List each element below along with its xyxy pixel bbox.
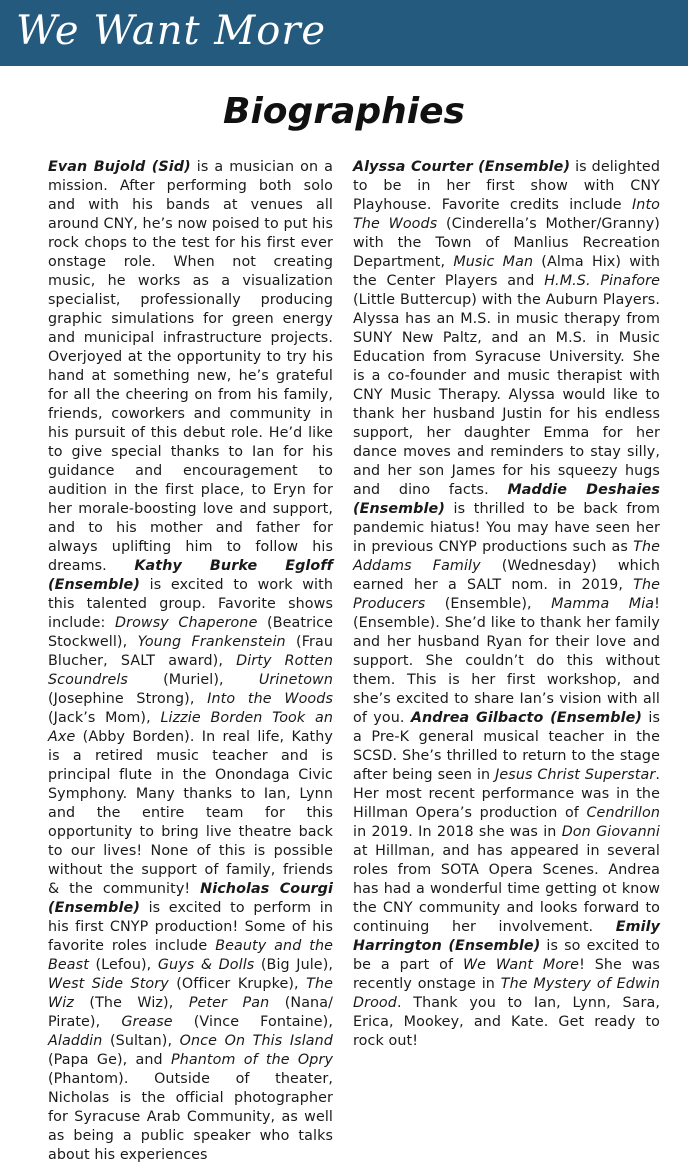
bio-text: (The Wiz), [73,995,189,1011]
bio-text: ! She was recently onstage in [353,957,660,992]
bio-text: is excited to perform in his first CNYP production! Some of his favorite roles include [48,900,333,954]
performer-name: Nicholas Courgi (Ensemble) [48,881,333,916]
performer-name: Evan Bujold (Sid) [48,159,191,175]
show-title: Phantom of the Opry [170,1052,334,1068]
show-title: The Addams Family [353,539,660,574]
show-title: H.M.S. Pinafore [544,273,660,289]
page-title: Biographies [223,91,465,132]
bio-text: is thrilled to be back from pandemic hiatus! You may have seen her in previous CNYP productions such as [353,501,660,555]
bio-text: (Abby Borden). In real life, Kathy is a retired music teacher and is principal flute in the Onondaga Civic Symphony. Many thanks to Ian, Lynn and the entire team for this opportunity to bring live theatre back to our lives! None of this is possible without the support of family, friends & the community! [48,729,333,897]
show-title: Into The Woods [353,197,660,232]
bio-text: (Big Jule), [254,957,334,973]
bio-text: is a Pre-K general musical teacher in the SCSD. She’s thrilled to return to the stage after being seen in [353,710,660,783]
show-title: The Producers [353,577,660,612]
performer-name: Alyssa Courter (Ensemble) [353,159,571,175]
show-title: West Side Story [48,976,169,992]
bio-text: is excited to work with this talented group. Favorite shows include: [48,577,333,631]
show-title: Once On This Island [179,1033,333,1049]
bio-text: (Vince Fontaine), [172,1014,334,1030]
performer-name: Maddie Deshaies (Ensemble) [353,482,660,517]
header-banner [0,0,688,66]
show-title: Into the Woods [207,691,333,707]
right-bio-column [353,158,660,1088]
bio-text: (Wednesday) which earned her a SALT nom. in 2019, [353,558,661,593]
performer-name: Andrea Gilbacto (Ensemble) [410,710,643,726]
show-title: The Wiz [48,976,333,1011]
bio-text: (Josephine Strong), [48,691,208,707]
show-title: Mamma Mia [551,596,655,612]
bio-text: . Thank you to Ian, Lynn, Sara, Erica, Mookey, and Kate. Get ready to rock out! [353,995,660,1049]
show-title: Lizzie Borden Took an Axe [48,710,333,745]
bio-text: in 2019. In 2018 she was in [353,824,562,840]
show-title: Dirty Rotten Scoundrels [48,653,333,688]
bio-text: (Ensemble), [425,596,552,612]
performer-name: Kathy Burke Egloff (Ensemble) [48,558,333,593]
bio-text: (Alma Hix) with the Center Players and [353,254,660,289]
show-title: Peter Pan [188,995,270,1011]
bio-text: (Beatrice Stockwell), [48,615,333,650]
show-title: Guys & Dolls [157,957,255,973]
show-title: Drowsy Chaperone [115,615,258,631]
show-title: Cendrillon [586,805,660,821]
bio-text: is so excited to be a part of [353,938,660,973]
bio-text: (Lefou), [88,957,158,973]
show-title: We Want More [462,957,580,973]
show-title: Urinetown [258,672,333,688]
show-title: Aladdin [48,1033,103,1049]
bio-text: (Officer Krupke), [168,976,307,992]
bio-text: (Cinderella’s Mother/Granny) with the Town of Manlius Recreation Department, [353,216,660,270]
bio-text: (Little Buttercup) with the Auburn Players. Alyssa has an M.S. in music therapy from SUNY New Paltz, and an M.S. in Music Education from Syracuse University. She is a co-founder and music therapist with CNY Music Therapy. Alyssa would like to thank her husband Justin for his endless support, her daughter Emma for her dance moves and reminders to stay silly, and her son James for his squeezy hugs and dino facts. [353,292,660,498]
bio-text: (Sultan), [102,1033,180,1049]
bio-text: (Jack’s Mom), [48,710,161,726]
bio-text: (Phantom). Outside of theater, Nicholas is the official photographer for Syracuse Arab Community, as well as being a public speaker who talks about his experiences [48,1071,333,1163]
show-title: Jesus Christ Superstar [495,767,656,783]
performer-name: Emily Harrington (Ensemble) [353,919,660,954]
bio-text: (Papa Ge), and [48,1052,171,1068]
bio-text: . Her most recent performance was in the Hillman Opera’s production of [353,767,660,821]
bio-text: (Muriel), [127,672,259,688]
show-title: Don Giovanni [561,824,660,840]
bio-text-right [353,158,660,1051]
left-bio-column [48,158,334,1163]
bio-text: ! (Ensemble). She’d like to thank her family and her husband Ryan for their love and support. She couldn’t do this without them. This is her first workshop, and she’s excited to share Ian’s vision with all of you. [353,596,660,726]
show-title: Grease [121,1014,173,1030]
bio-text-left [48,158,333,1165]
show-title: The Mystery of Edwin Drood [353,976,661,1011]
show-title: Music Man [453,254,534,270]
show-title: Young Frankenstein [137,634,286,650]
show-title: Beauty and the Beast [48,938,334,973]
bio-text: (Nana/ Pirate), [48,995,333,1030]
bio-text: is a musician on a mission. After performing both solo and with his bands at venues all around CNY, he’s now poised to put his rock chops to the test for his first ever onstage role. When not creating music, he works as a visualization specialist, professionally producing graphic simulations for green energy and municipal infrastructure projects. Overjoyed at the opportunity to try his hand at something new, he’s grateful for all the cheering on from his family, friends, coworkers and community in his pursuit of this debut role. He’d like to give special thanks to Ian for his guidance and encouragement to audition in the first place, to Eryn for her morale-boosting love and support, and to his mother and father for always uplifting him to follow his dreams. [48,159,334,574]
bio-text: is delighted to be in her first show with CNY Playhouse. Favorite credits include [353,159,660,213]
bio-text: (Frau Blucher, SALT award), [48,634,333,669]
show-title-logo: We Want More [16,8,327,54]
bio-text: at Hillman, and has appeared in several roles from SOTA Opera Scenes. Andrea has had a wonderful time getting ot know the CNY community and looks forward to continuing her involvement. [353,843,660,935]
